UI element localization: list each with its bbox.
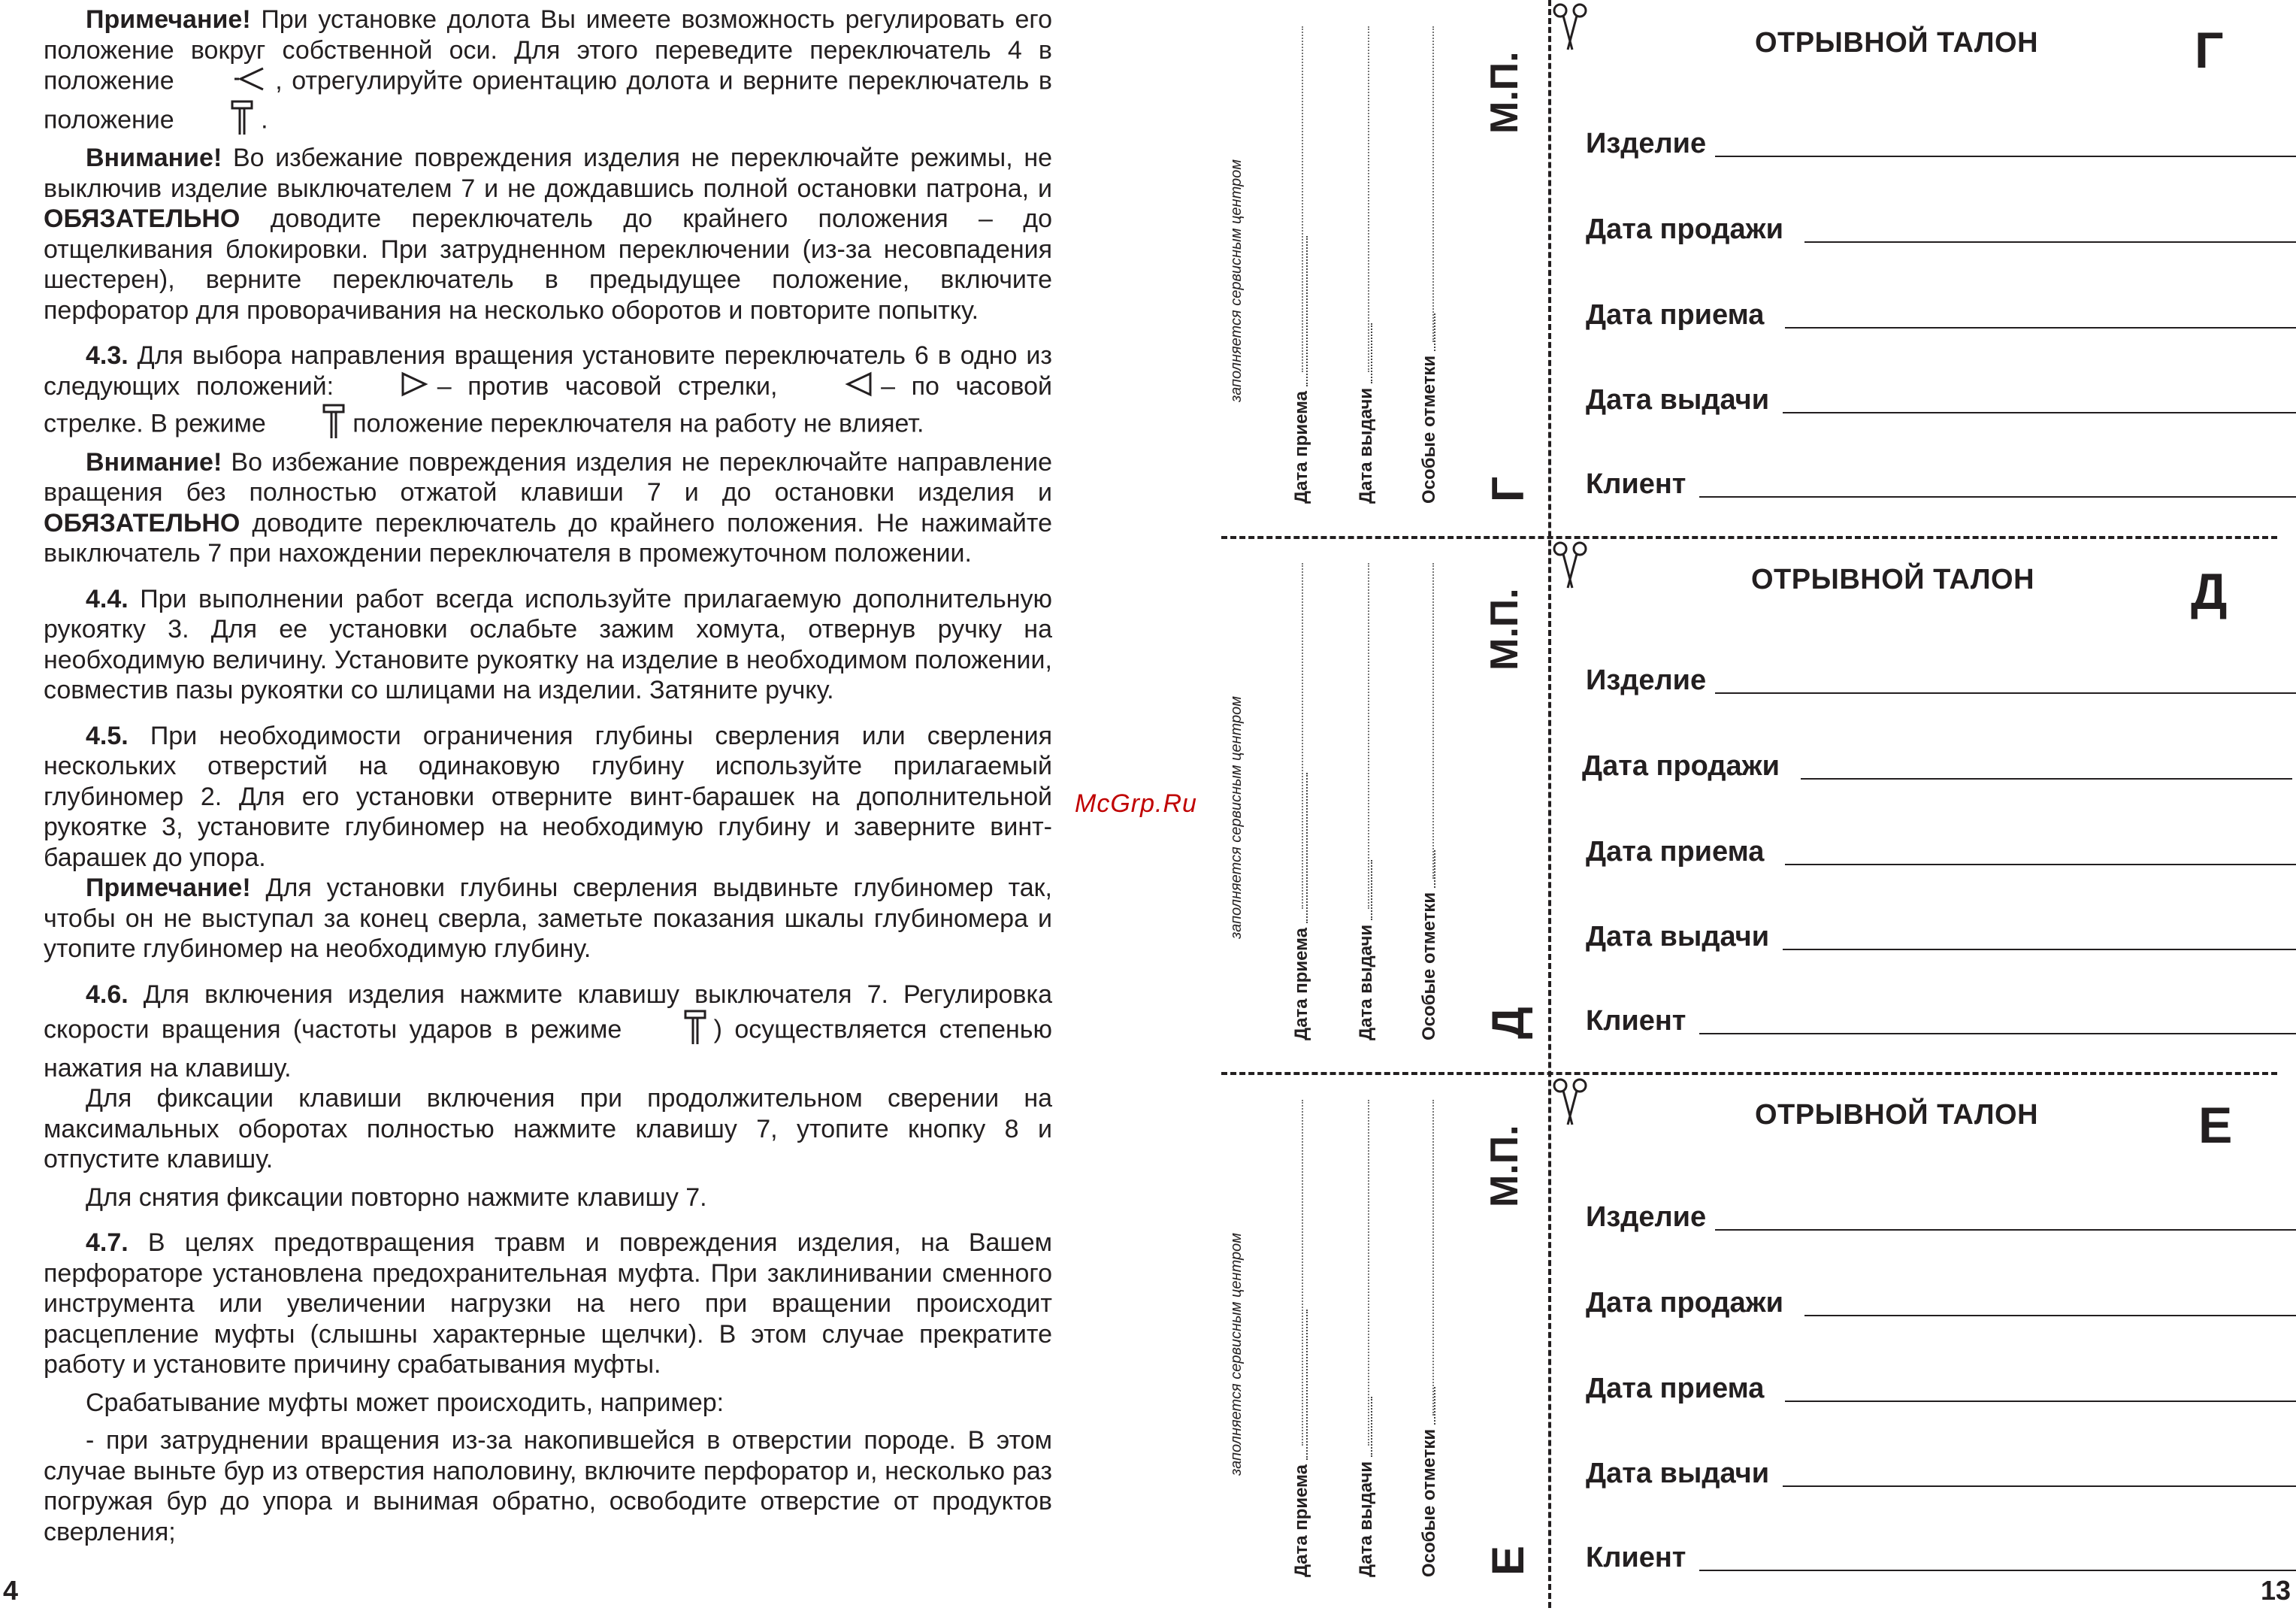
coupon-g: [1202, 0, 2296, 538]
coupon-title: ОТРЫВНОЙ ТАЛОН: [1755, 1099, 2039, 1131]
coupon-letter: Г: [2195, 22, 2224, 79]
stub-field: Дата приема: [1291, 236, 1312, 504]
stub-field: Дата выдачи: [1356, 1397, 1377, 1577]
field-receipt-date[interactable]: Дата приема: [1586, 1373, 2296, 1405]
rotate-left-triangle-icon: [801, 371, 873, 404]
scissors-icon: [1550, 3, 1590, 51]
coupon-letter-stub: Д: [1483, 1007, 1533, 1039]
service-note: заполняется сервисным центром: [1228, 1233, 1245, 1476]
paragraph: Для снятия фиксации повторно нажмите клавишу 7.: [86, 1183, 707, 1212]
stamp-mark: М.П.: [1483, 1125, 1526, 1207]
watermark: McGrp.Ru: [1075, 789, 1197, 818]
field-product[interactable]: Изделие: [1586, 665, 2296, 697]
stub-line: [1432, 26, 1434, 342]
page-number-left: 4: [3, 1575, 19, 1606]
field-receipt-date[interactable]: Дата приема: [1586, 836, 2296, 868]
rotate-left-triangle-icon: [191, 65, 268, 100]
field-product[interactable]: Изделие: [1586, 1201, 2296, 1234]
paragraph: 4.3. Для выбора направления вращения установите переключатель 6 в одно из следующих положений: – против часовой стрелки, – по часовой стрелке. В режиме положение переключателя на работу не влияет.: [44, 341, 1052, 447]
hammer-mode-icon: [642, 1010, 706, 1053]
field-sale-date[interactable]: Дата продажи: [1582, 750, 2292, 783]
paragraph: 4.7. В целях предотвращения травм и повреждения изделия, на Вашем перфораторе установлена предохранительная муфта. При заклинивании сменного инструмента или увеличении нагрузки на него при вращении происходит расцепление муфты (слышны характерные щелчки). В этом случае прекратите работу и установите причину срабатывания муфты.: [44, 1228, 1052, 1379]
field-receipt-date[interactable]: Дата приема: [1586, 299, 2296, 332]
scissors-icon: [1550, 1078, 1590, 1126]
stub-field: Дата приема: [1291, 1310, 1312, 1577]
stub-line: [1368, 26, 1369, 372]
stub-line: [1368, 1100, 1369, 1446]
rotate-right-triangle-icon: [358, 371, 430, 404]
service-note: заполняется сервисным центром: [1228, 696, 1245, 939]
stub-line: [1368, 563, 1369, 909]
paragraph: Внимание! Во избежание повреждения изделия не переключайте направление вращения без полностью отжатой клавиши 7 и до остановки изделия и ОБЯЗАТЕЛЬНО доводите переключатель до крайнего положения. Не нажимайте выключатель 7 при нахождении переключателя в промежуточном положении.: [44, 447, 1052, 568]
coupon-letter: Д: [2191, 563, 2228, 620]
coupon-letter-stub: Е: [1483, 1545, 1533, 1576]
stub-field: Особые отметки: [1419, 1387, 1440, 1577]
coupon-title: ОТРЫВНОЙ ТАЛОН: [1755, 27, 2039, 59]
field-issue-date[interactable]: Дата выдачи: [1586, 384, 2296, 416]
paragraph: Срабатывание муфты может происходить, например:: [86, 1388, 724, 1417]
stub-field: Дата выдачи: [1356, 323, 1377, 504]
field-issue-date[interactable]: Дата выдачи: [1586, 1458, 2296, 1490]
coupon-letter: Е: [2198, 1097, 2233, 1154]
stub-field: Дата выдачи: [1356, 860, 1377, 1040]
field-client[interactable]: Клиент: [1586, 468, 2296, 501]
paragraph: Примечание! Для установки глубины сверления выдвиньте глубиномер так, чтобы он не выступал за конец сверла, заметьте показания шкалы глубиномера и утопите глубиномер на необходимую глубину.: [44, 874, 1052, 964]
paragraph: Внимание! Во избежание повреждения изделия не переключайте режимы, не выключив изделие выключателем 7 и не дождавшись полной остановки патрона, и ОБЯЗАТЕЛЬНО доводите переключатель до крайнего положения – до отщелкивания блокировки. При затрудненном переключении (из-за несовпадения шестерен), верните переключатель в предыдущее положение, включите перфоратор для проворачивания на несколько оборотов и повторите попытку.: [44, 144, 1052, 325]
paragraph: Для фиксации клавиши включения при продолжительном сверении на максимальных оборотах полностью нажмите клавишу 7, утопите кнопку 8 и отпустите клавишу.: [44, 1084, 1052, 1174]
field-sale-date[interactable]: Дата продажи: [1586, 1287, 2296, 1319]
stub-field: Дата приема: [1291, 773, 1312, 1040]
stub-field: Особые отметки: [1419, 850, 1440, 1040]
field-sale-date[interactable]: Дата продажи: [1586, 213, 2296, 246]
coupon-e: [1202, 1073, 2296, 1611]
coupon-letter-stub: Г: [1483, 476, 1533, 502]
page-number-right: 13: [2261, 1575, 2291, 1606]
stub-field: Особые отметки: [1419, 313, 1440, 504]
paragraph: Примечание! При установке долота Вы имеете возможность регулировать его положение вокруг собственной оси. Для этого переведите переключатель 4 в положение , отрегулируйте ориентацию долота и верните переключатель в положение .: [44, 5, 1052, 143]
service-note: заполняется сервисным центром: [1228, 159, 1245, 402]
field-product[interactable]: Изделие: [1586, 128, 2296, 160]
field-issue-date[interactable]: Дата выдачи: [1586, 921, 2296, 953]
stub-line: [1432, 1100, 1434, 1416]
instruction-text: [44, 5, 1052, 1547]
paragraph: 4.5. При необходимости ограничения глубины сверления или сверления нескольких отверстий на одинаковую глубину используйте прилагаемый глубиномер 2. Для его установки отверните винт-барашек на дополнительной рукоятке 3, установите глубиномер на необходимую глубину и заверните винт-барашек до упора.: [44, 721, 1052, 872]
paragraph: 4.6. Для включения изделия нажмите клавишу выключателя 7. Регулировка скорости вращения (частоты ударов в режиме ) осуществляется степенью нажатия на клавишу.: [44, 980, 1052, 1083]
stamp-mark: М.П.: [1483, 51, 1526, 134]
field-client[interactable]: Клиент: [1586, 1542, 2296, 1574]
stub-line: [1432, 563, 1434, 879]
scissors-icon: [1550, 541, 1590, 589]
coupon-title: ОТРЫВНОЙ ТАЛОН: [1751, 564, 2035, 595]
paragraph: - при затруднении вращения из-за накопившейся в отверстии породе. В этом случае выньте бур из отверстия наполовину, включите перфоратор и, несколько раз погружая бур до упора и вынимая обратно, освободите отверстие от продуктов сверления;: [44, 1426, 1052, 1546]
coupon-d: [1202, 537, 2296, 1074]
field-client[interactable]: Клиент: [1586, 1005, 2296, 1037]
hammer-mode-icon: [280, 404, 345, 447]
coupon-page: [1202, 0, 2296, 1608]
hammer-mode-icon: [189, 100, 253, 144]
paragraph: 4.4. При выполнении работ всегда используйте прилагаемую дополнительную рукоятку 3. Для ее установки ослабьте зажим хомута, отвернув ручку на необходимую величину. Установите рукоятку на изделие в необходимом положении, совместив пазы рукоятки со шлицами на изделии. Затяните ручку.: [44, 584, 1052, 705]
stamp-mark: М.П.: [1483, 588, 1526, 671]
